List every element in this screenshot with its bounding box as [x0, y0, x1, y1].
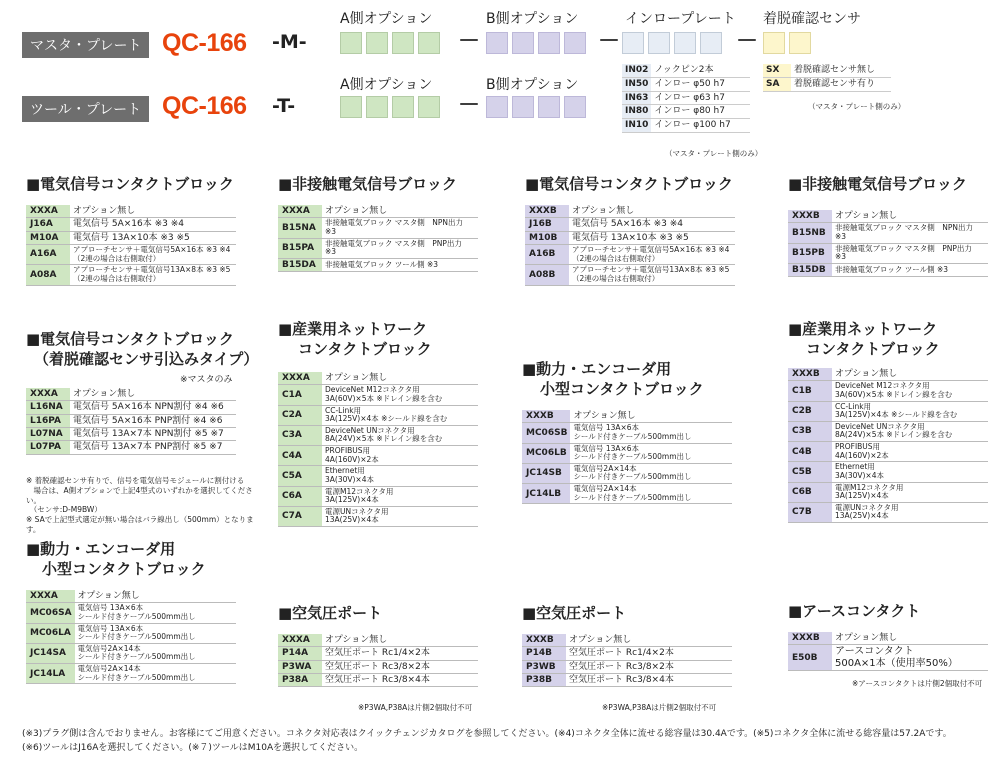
- table-row: MC06LA 電気信号 13A×6本 シールド付きケーブル500mm出し: [26, 623, 236, 643]
- table-row: XXXA オプション無し: [278, 634, 478, 647]
- table-row: XXXB オプション無し: [788, 632, 988, 645]
- a-option-label: A側オプション: [340, 11, 433, 27]
- option-table: [522, 634, 732, 687]
- tool-plate-label: ツール・プレート: [22, 96, 149, 122]
- dash: －: [736, 29, 759, 54]
- table-row: XXXA オプション無し: [26, 388, 236, 401]
- table-row: XXXB オプション無し: [788, 210, 988, 223]
- sensor-code-table: [763, 64, 891, 92]
- table-row: P14A 空気圧ポート Rc1/4×2本: [278, 647, 478, 660]
- table-row: C5A Ethernet用 3A(30V)×4本: [278, 466, 478, 486]
- table-row: IN02 ノックピン2本: [622, 64, 750, 77]
- table-row: SA 着脱確認センサ有り: [763, 77, 891, 91]
- table-row: B15NA 非接触電気ブロック マスタ側 NPN出力 ※3: [278, 218, 478, 238]
- tool-a-option-boxes: [340, 96, 440, 118]
- table-row: A08A アプローチセンサ＋電気信号13A×8本 ※3 ※5 （2連の場合は右側取付）: [26, 265, 236, 285]
- table-row: JC14LB 電気信号2A×14本 シールド付きケーブル500mm出し: [522, 484, 732, 504]
- section-title: ■非接触電気信号ブロック: [788, 175, 967, 193]
- table-row: JC14LA 電気信号2A×14本 シールド付きケーブル500mm出し: [26, 664, 236, 684]
- table-row: C3B DeviceNet UNコネクタ用 8A(24V)×5本 ※ドレイン線を含む: [788, 421, 988, 441]
- option-table: [26, 388, 236, 455]
- table-row: IN63 インロー φ63 h7: [622, 91, 750, 105]
- table-row: MC06SA 電気信号 13A×6本 シールド付きケーブル500mm出し: [26, 603, 236, 623]
- table-row: C1A DeviceNet M12コネクタ用 3A(60V)×5本 ※ドレイン線を含む: [278, 385, 478, 405]
- option-table: [522, 410, 732, 504]
- sensor-note: （マスタ・プレート側のみ）: [808, 102, 906, 111]
- section-title: ■電気信号コンタクトブロック: [525, 175, 733, 193]
- table-row: B15PA 非接触電気ブロック マスタ側 PNP出力 ※3: [278, 238, 478, 258]
- section-note: ※P3WA,P38Aは片側2個取付不可: [602, 703, 717, 712]
- table-row: E50B アースコンタクト 500A×1本（使用率50%）: [788, 645, 988, 671]
- section-title: ■産業用ネットワーク: [278, 320, 428, 338]
- table-row: XXXB オプション無し: [522, 410, 732, 423]
- table-row: L16NA 電気信号 5A×16本 NPN割付 ※4 ※6: [26, 401, 236, 414]
- inro-note: （マスタ・プレート側のみ）: [665, 149, 763, 158]
- master-b-option-boxes: [486, 32, 586, 54]
- dash: －: [458, 93, 481, 118]
- table-row: C2B CC-Link用 3A(125V)×4本 ※シールド線を含む: [788, 401, 988, 421]
- section-title: ■産業用ネットワーク: [788, 320, 938, 338]
- table-row: P3WB 空気圧ポート Rc3/8×2本: [522, 660, 732, 673]
- table-row: XXXA オプション無し: [278, 372, 478, 385]
- table-row: XXXA オプション無し: [26, 205, 236, 218]
- master-plate-label: マスタ・プレート: [22, 32, 149, 58]
- option-table: [278, 205, 478, 272]
- table-row: M10B 電気信号 13A×10本 ※3 ※5: [525, 231, 735, 244]
- b-option-label: B側オプション: [486, 77, 579, 93]
- footnote-line-2: (※6)ツールはJ16Aを選択してください。(※７)ツールはM10Aを選択してください。: [22, 743, 364, 753]
- table-row: J16B 電気信号 5A×16本 ※3 ※4: [525, 218, 735, 231]
- table-row: P3WA 空気圧ポート Rc3/8×2本: [278, 660, 478, 673]
- table-row: A16B アプローチセンサ＋電気信号5A×16本 ※3 ※4 （2連の場合は右側取付）: [525, 245, 735, 265]
- option-table: [525, 205, 735, 286]
- section-subtitle: 小型コンタクトブロック: [540, 380, 704, 398]
- table-row: MC06SB 電気信号 13A×6本 シールド付きケーブル500mm出し: [522, 423, 732, 443]
- table-row: B15NB 非接触電気ブロック マスタ側 NPN出力 ※3: [788, 223, 988, 243]
- master-a-option-boxes: [340, 32, 440, 54]
- section-note: ※P3WA,P38Aは片側2個取付不可: [358, 703, 473, 712]
- table-row: C4B PROFIBUS用 4A(160V)×2本: [788, 442, 988, 462]
- table-row: IN80 インロー φ80 h7: [622, 105, 750, 119]
- master-suffix: -M-: [272, 31, 307, 53]
- model-code: QC-166: [162, 92, 247, 120]
- table-row: A08B アプローチセンサ＋電気信号13A×8本 ※3 ※5 （2連の場合は右側取付）: [525, 265, 735, 285]
- section-title: ■電気信号コンタクトブロック: [26, 175, 234, 193]
- table-row: IN50 インロー φ50 h7: [622, 77, 750, 91]
- model-code: QC-166: [162, 29, 247, 57]
- inro-plate-boxes: [622, 32, 722, 54]
- table-row: C6B 電源M12コネクタ用 3A(125V)×4本: [788, 482, 988, 502]
- option-table: [788, 210, 988, 277]
- table-row: JC14SB 電気信号2A×14本 シールド付きケーブル500mm出し: [522, 463, 732, 483]
- option-table: [788, 632, 988, 671]
- table-row: P14B 空気圧ポート Rc1/4×2本: [522, 647, 732, 660]
- dash: －: [458, 29, 481, 54]
- section-note: ※アースコンタクトは片側2個取付不可: [852, 679, 983, 688]
- option-table: [278, 634, 478, 687]
- section-subtitle: （着脱確認センサ引込みタイプ）: [34, 350, 259, 368]
- option-table: [278, 372, 478, 527]
- master-only-note: ※マスタのみ: [180, 375, 233, 385]
- table-row: P38B 空気圧ポート Rc3/8×4本: [522, 674, 732, 687]
- table-row: XXXA オプション無し: [26, 590, 236, 603]
- section-title: ■動力・エンコーダ用: [26, 540, 176, 558]
- section-subtitle: コンタクトブロック: [806, 340, 940, 358]
- section-subtitle: コンタクトブロック: [298, 340, 432, 358]
- option-table: [26, 205, 236, 286]
- section-title: ■アースコンタクト: [788, 602, 921, 620]
- table-row: L07PA 電気信号 13A×7本 PNP割付 ※5 ※7: [26, 441, 236, 454]
- table-row: XXXB オプション無し: [522, 634, 732, 647]
- table-row: B15PB 非接触電気ブロック マスタ側 PNP出力 ※3: [788, 243, 988, 263]
- sensor-label: 着脱確認センサ: [763, 11, 861, 27]
- inro-code-table: [622, 64, 750, 133]
- table-row: XXXB オプション無し: [788, 368, 988, 381]
- table-row: MC06LB 電気信号 13A×6本 シールド付きケーブル500mm出し: [522, 443, 732, 463]
- table-row: SX 着脱確認センサ無し: [763, 64, 891, 77]
- sensor-boxes: [763, 32, 811, 54]
- table-row: C3A DeviceNet UNコネクタ用 8A(24V)×5本 ※ドレイン線を含む: [278, 425, 478, 445]
- table-row: B15DB 非接触電気ブロック ツール側 ※3: [788, 263, 988, 276]
- table-row: L07NA 電気信号 13A×7本 NPN割付 ※5 ※7: [26, 428, 236, 441]
- table-row: C5B Ethernet用 3A(30V)×4本: [788, 462, 988, 482]
- section-subtitle: 小型コンタクトブロック: [42, 560, 206, 578]
- table-row: L16PA 電気信号 5A×16本 PNP割付 ※4 ※6: [26, 414, 236, 427]
- inro-plate-label: インロープレート: [625, 11, 736, 27]
- table-row: XXXB オプション無し: [525, 205, 735, 218]
- table-row: J16A 電気信号 5A×16本 ※3 ※4: [26, 218, 236, 231]
- table-row: IN10 インロー φ100 h7: [622, 119, 750, 133]
- table-row: XXXA オプション無し: [278, 205, 478, 218]
- section-title: ■電気信号コンタクトブロック: [26, 330, 234, 348]
- section-notes: ※ 着脱確認センサ有りで、信号を電気信号モジュールに割付ける 場合は、A側オプションで上記4型式のいずれかを選択してください。 （センサ:D-M9BW） ※ SAで上記型式選定が無い場合はバラ線出し（500mm）となります。: [26, 476, 254, 534]
- table-row: P38A 空気圧ポート Rc3/8×4本: [278, 674, 478, 687]
- section-title: ■空気圧ポート: [522, 604, 627, 622]
- tool-b-option-boxes: [486, 96, 586, 118]
- option-table: [26, 590, 236, 684]
- table-row: A16A アプローチセンサ＋電気信号5A×16本 ※3 ※4 （2連の場合は右側取付）: [26, 245, 236, 265]
- table-row: C4A PROFIBUS用 4A(160V)×2本: [278, 446, 478, 466]
- section-title: ■空気圧ポート: [278, 604, 383, 622]
- section-title: ■非接触電気信号ブロック: [278, 175, 457, 193]
- footnote-line-1: (※3)プラグ側は含んでおりません。お客様にてご用意ください。コネクタ対応表はクイックチェンジカタログを参照してください。(※4)コネクタ全体に流せる総容量は30.4Aです。(※5)コネクタ全体に流せる総容量は57.2Aです。: [22, 729, 952, 739]
- table-row: M10A 電気信号 13A×10本 ※3 ※5: [26, 231, 236, 244]
- tool-suffix: -T-: [272, 95, 296, 117]
- a-option-label: A側オプション: [340, 77, 433, 93]
- table-row: C7A 電源UNコネクタ用 13A(25V)×4本: [278, 506, 478, 526]
- option-table: [788, 368, 988, 523]
- table-row: C2A CC-Link用 3A(125V)×4本 ※シールド線を含む: [278, 405, 478, 425]
- table-row: JC14SA 電気信号2A×14本 シールド付きケーブル500mm出し: [26, 643, 236, 663]
- table-row: C6A 電源M12コネクタ用 3A(125V)×4本: [278, 486, 478, 506]
- b-option-label: B側オプション: [486, 11, 579, 27]
- section-title: ■動力・エンコーダ用: [522, 360, 672, 378]
- table-row: B15DA 非接触電気ブロック ツール側 ※3: [278, 258, 478, 271]
- table-row: C7B 電源UNコネクタ用 13A(25V)×4本: [788, 502, 988, 522]
- dash: －: [598, 29, 621, 54]
- table-row: C1B DeviceNet M12コネクタ用 3A(60V)×5本 ※ドレイン線を含む: [788, 381, 988, 401]
